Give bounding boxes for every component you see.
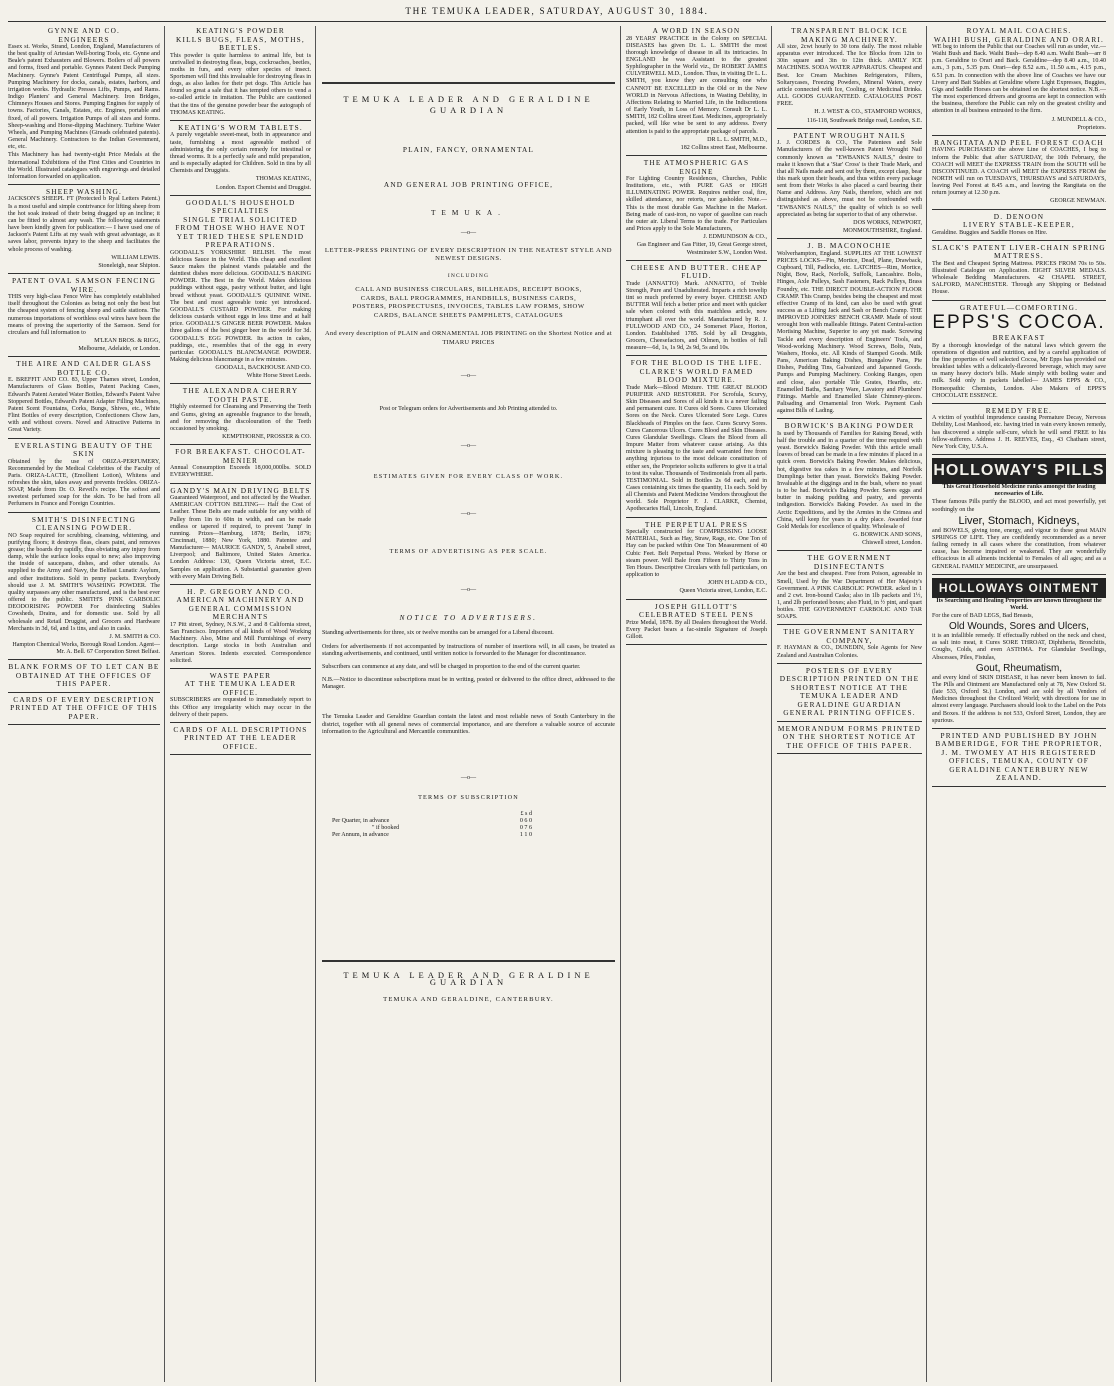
advertisement xyxy=(170,487,311,581)
advertisement xyxy=(8,277,160,353)
ad-address: 116-118, Southwark Bridge road, London, S.E. xyxy=(807,117,922,124)
ad-subtitle: BREAKFAST xyxy=(992,333,1046,343)
advertisement xyxy=(777,628,922,659)
divider xyxy=(170,668,311,669)
advertisement xyxy=(626,27,767,152)
ad-body: THIS very high-class Fence Wire has completely established itself throughout the Colonies as being not only the best but the cheapest system of fencing sheep and cattle stations. The numerous importations of worthless oval wires have been the means of proving the superiority of the Samson. Send for circulars and full information to xyxy=(8,294,160,336)
ad-subtitle: KILLS BUGS, FLEAS, MOTHS, BEETLES. xyxy=(176,34,305,52)
ad-body: Trade Mark—Blood Mixture. THE GREAT BLOOD PURIFIER AND RESTORER. For Scrofula, Scurvy, Skin Diseases and Sores of all kinds it is a never failing and permanent cure. It Cures old Sores. Cures Ulcerated Sores on the Neck. Cures Ulcerated Sore Legs. Cures Blackheads of Pimples on the face. Cures Scurvy Sores. Cures Cancerous Ulcers. Cures Blood and Skin Diseases. Cures Glandular Swellings. Clears the Blood from all Impure Matter from whatever cause arising. As this mixture is pleasing to the taste and warranted free from anything injurious to the most delicate constitution of either sex, the Proprietor solicits sufferers to give it a trial to test its value. Thousands of Testimonials from all parts. TESTIMONIAL. Sold in Bottles 2s 6d each, and in Cases containing six times the quantity, 11s each. Sold by all Chemists and Patent Medicine Vendors throughout the world. Sole Proprietor F. J. CLARKE, Chemist, Apothecaries Hall, Lincoln, England. xyxy=(626,384,767,513)
divider xyxy=(777,663,922,664)
ad-body: This powder is quite harmless to animal life, but is unrivalled in destroying fleas, bugs, cockroaches, beetles, moths in furs, and every other species of insect. Sportsmen will find this invaluable for destroying fleas in dogs, as also ladies for their pet dogs. This Article has found so great a sale that it has tempted others to vend a so-called article in imitation. The Public are cautioned that the tins of the genuine powder bear the autograph of THOMAS KEATING. xyxy=(170,52,311,116)
ornament: —o— xyxy=(460,229,477,236)
spacer xyxy=(322,518,615,548)
notice-title: NOTICE TO ADVERTISERS. xyxy=(399,613,538,622)
advertisement xyxy=(170,588,311,665)
ad-title: EVERLASTING BEAUTY OF THE SKIN xyxy=(14,440,154,459)
advertisement xyxy=(626,264,767,353)
table-cell: 1 1 0 xyxy=(519,831,532,838)
ad-title: H. P. GREGORY AND CO. xyxy=(187,586,294,596)
printing-items: CALL AND BUSINESS CIRCULARS, BILLHEADS, RECEIPT BOOKS, CARDS, BALL PROGRAMMES, HANDBILLS, BUSINESS CARDS, POSTERS, PROSPECTUSES, INVOICES, TABLES LAW FORMS, SHOW CARDS, BALANCE SHEETS PAMPHLETS, CATALOGUES xyxy=(352,286,585,319)
advertisement xyxy=(8,360,160,434)
divider xyxy=(777,418,922,419)
divider xyxy=(932,135,1106,136)
advertisement xyxy=(626,359,767,513)
ad-body: Guaranteed Waterproof, and not affected by the Weather. AMERICAN COTTON BELTING— Half the Cost of Leather. These Belts are made suitable for any width of Pulley from 1in to 60in in width, and can be made endless or tapered if required, to prevent 'Jump' in running. Prizes—Hamburg, 1878; Berlin, 1879; Cincinnati, 1880; New York, 1880. Patentee and Manufacturer— MAURICE GANDY, 5, Anabell street, Liverpool; and Baltimore, United States America. London Address: 130, Queen Victoria street, E.C. Samples on application. A Substantial guarantee given with every Main Driving Belt. xyxy=(170,495,311,580)
ad-body: F. HAYMAN & CO., DUNEDIN, Sole Agents for New Zealand and Australian Colonies. xyxy=(777,645,922,659)
ad-title: SLACK'S PATENT LIVER-CHAIN SPRING MATTRESS. xyxy=(932,242,1106,261)
table-row xyxy=(332,825,532,832)
ad-title: KEATING'S POWDER xyxy=(196,27,285,35)
ad-signature: G. BORWICK AND SONS, xyxy=(853,532,922,539)
ad-body: The Best and Cheapest Spring Mattress. PRICES FROM 70s to 50s. Illustrated Catalogue on Application. EIGHT SILVER MEDALS. Wholesale Bedding Manufacturers. 42 CHAPEL STREET, SALFORD, MANCHESTER. Through any Shipping or Bedstead House. xyxy=(932,260,1106,296)
ad-body: Essex st. Works, Strand, London, England, Manufacturers of the best quality of Artesian Well-boring Tools, etc. Gynne and Beale's patent Exhausters and Blowers. Boilers of all powers and forms, fixed and portable. Gynnes Patent Deck Pumping Machinery. Gynne's Patent Centrifugal Pumps, all sizes. Pumping Machinery for docks, canals, estates, harbors, and irrigation works. Hydraulic Presses Lifts, Pumps, and Rams. Indigo Planters' and General Machinery. Iron Bridges, Chimneys Houses and Stores. Pumping Engines for supply of towns. Factories, Canals, Estates, etc. Engines, portable and fixed, of all powers. Irrigation Pumps of all sizes and forms. Sheep-washing and Horse-dipping Machinery. Turbine Water Wheels, and Pumping Machines (Gireads celebrated patents). General Machinery. Contractors to the Indian Government, etc, etc. xyxy=(8,44,160,151)
ad-title: PATENT OVAL SAMSON FENCING WIRE. xyxy=(11,276,157,294)
divider xyxy=(170,584,311,585)
ad-title: BORWICK'S BAKING POWDER xyxy=(784,421,915,431)
ad-title: THE AIRE AND CALDER GLASS BOTTLE CO. xyxy=(16,359,152,377)
column-3 xyxy=(322,27,615,1382)
spacer xyxy=(322,161,615,175)
divider xyxy=(322,82,615,84)
ad-signature: KEMPTHORNE, PROSSER & CO. xyxy=(222,434,311,441)
ad-body: GOODALL'S YORKSHIRE RELISH. The most delicious Sauce in the World. This cheap and excellent Sauce makes the plainest viands palatable and the daintiest dishes more delicious. GOODALL'S BAKING POWDER. The Best in the World. Makes delicious puddings without eggs, pastry without butter, and light bread without yeast. GOODALL'S QUININE WINE. The best and most agreeable tonic yet introduced. GOODALL'S CUSTARD POWDER. For making delicious custards without eggs in less time and at half price. GOODALL'S GINGER BEER POWDER. Makes three gallons of the best ginger beer in the world for 3d. GOODALL'S EGG POWDER. Its action in cakes, puddings, etc., resembles that of the egg in every particular. GOODALL'S BLANCMANGE POWDER. Making delicious blancmange in a few minutes. xyxy=(170,249,311,363)
pills-banner: HOLLOWAY'S PILLS xyxy=(932,458,1106,484)
spacer xyxy=(322,27,615,79)
ad-body: For Lighting Country Residences, Churches, Public Institutions, etc., with PURE GAS or HIGH ILLUMINATING POWER. Requires neither coal, fire, skilled attendance, nor retorts, nor gasholder. Note.—This is the most durable Gas Machine in the Market. Being made of cast-iron, no vapor of gasoline can reach the outer air. Liberal Terms to the trade. For Particulars and Prices apply to the Sole Manufacturers, xyxy=(626,176,767,233)
ad-subtitle: ENGINEERS xyxy=(58,34,110,44)
divider xyxy=(8,724,160,725)
ad-title: SMITH'S DISINFECTING CLEANSING POWDER. xyxy=(31,514,137,533)
advertisement xyxy=(626,159,767,257)
divider xyxy=(932,209,1106,210)
ad-body: Is used by Thousands of Families for Raising Bread, with half the trouble and in a quarter of the time required with yeast. Borwick's Baking Powder. With this article small loaves of bread can be made in a few minutes if placed in a quick oven. Borwick's Baking Powder. Makes delicious, hot, digestive tea cakes in a few minutes, and Norfolk Dumplings better than yeast. Borwick's Baking Powder. Invaluable at the diggings and in the bush, where no yeast is to be had. Borwick's Baking Powder. Saves eggs and butter in making pudding and pastry, and prevents indigestion. Borwick's Baking Powder. As used in the Arctic Expeditions, and by the Armies in the Crimea and China, will keep for years in a dry place. Awarded four Gold Medals for excellence of quality. Wholesale of xyxy=(777,430,922,530)
advertisement xyxy=(932,27,1106,132)
ad-address: Queen Victoria street, London, E.C. xyxy=(679,588,767,595)
ad-title: THE GOVERNMENT DISINFECTANTS xyxy=(807,553,892,571)
ad-address: MONMOUTHSHIRE, England. xyxy=(842,228,922,235)
advertisement xyxy=(170,672,311,719)
divider xyxy=(8,273,160,274)
column-rule xyxy=(620,26,621,1382)
divider xyxy=(777,550,922,551)
divider xyxy=(777,624,922,625)
ad-body: J. J. CORDES & CO., The Patentees and Sole Manufacturers of the well-known Patent Wrought Nail commonly known as "EWBANK'S NAILS," desire to make it known that a 'Star' Cross' is their Trade Mark, and that all Nails made and sent out by them, except clasp, bear this mark upon their heads, and thus within every package sent from their Works is also placed a card bearing their Name and Address. Any Nails, therefore, which are not distinguished as above, must not be confounded with "EWBANK'S NAILS," the quality of which is so well appreciated as being far superior to that of any otherwise. xyxy=(777,140,922,218)
divider xyxy=(8,356,160,357)
ad-title: THE GOVERNMENT SANITARY COMPANY, xyxy=(783,627,916,645)
letterpress: LETTER-PRESS PRINTING OF EVERY DESCRIPTION IN THE NEATEST STYLE AND NEWEST DESIGNS. xyxy=(324,246,613,263)
advertisement xyxy=(932,458,1106,571)
ad-body: All size, 2cwt hourly to 30 tons daily. The most reliable apparatus ever introduced. The Ice Blocks from 12in to 30in square and 3in to 12in thick. AMILY ICE MACHINES. SODA WATER APPARATUS. Cheapest and Best. Ice Cream Machines Refrigerators, Filters, Soltarycases, Freezing Powders, Mineral Waters, every article connected with Ice, Cooling, or Medicinal Drinks. ALL GOODS GUARANTEED. CATALOGUES POST FREE. xyxy=(777,44,922,108)
ad-address: Melbourne, Adelaide, or London. xyxy=(78,346,160,353)
table-row xyxy=(332,811,532,818)
divider xyxy=(932,240,1106,241)
ad-title: GYNNE AND CO. xyxy=(47,27,121,35)
divider xyxy=(170,195,311,196)
table-cell: 0 7 6 xyxy=(519,824,532,831)
spacer xyxy=(322,237,615,247)
divider xyxy=(626,260,767,261)
divider xyxy=(777,753,922,754)
divider xyxy=(170,120,311,121)
ornament: —o— xyxy=(460,373,477,380)
ad-body: Geraldine. Buggies and Saddle Horses on Hire. xyxy=(932,229,1048,236)
spacer xyxy=(322,739,615,775)
divider xyxy=(777,128,922,129)
ad-title: RANGITATA AND PEEL FOREST COACH xyxy=(934,137,1104,147)
column-4 xyxy=(626,27,767,1382)
ad-title: A WORD IN SEASON xyxy=(652,27,741,35)
column-2 xyxy=(170,27,311,1382)
ad-address: Chiswell street, London. xyxy=(862,540,922,547)
divider xyxy=(170,722,311,723)
ad-big-title: EPPS'S COCOA. xyxy=(932,312,1106,334)
advertisement xyxy=(8,696,160,722)
ad-signature: J. EDMUNDSON & CO., xyxy=(703,234,767,241)
advertisement xyxy=(8,188,160,270)
ointment-banner: HOLLOWAYS OINTMENT xyxy=(932,578,1106,598)
ad-body: HAVING PURCHASED the above Line of COACHES, I beg to inform the Public that after SATURDAY, the 10th February, the COACH will MEET the EXPRESS TRAIN from the SOUTH will be DISCONTINUED. A COACH will MEET the EXPRESS FROM the NORTH will run on TUESDAYS, THURSDAYS and SATURDAYS, leaving Peel Forest at 8.45 a.m., and leaving the Rangitata on the return journey at 12.30 p.m. xyxy=(932,147,1106,197)
ad-title: GOODALL'S HOUSEHOLD SPECIALTIES xyxy=(185,197,296,216)
ad-highlight: Old Wounds, Sores and Ulcers, xyxy=(949,621,1089,633)
divider xyxy=(777,238,922,239)
spacer xyxy=(322,347,615,373)
ad-body: E. BREFFIT AND CO. 83, Upper Thames street, London, Manufacturers of Glass Bottles, Patent Packing Cases, Edward's Patent Aerated Water Bottles, Edward's Patent Valve Stoppered Bottles, Edward's Patent Adapter Filling Machines, Patent Scent Fountains, Corks, Bungs, Shives, etc., White Flint Bottles of every description, Confectioners Chow Jars, with and without covers. Novel and Attractive Patterns in Great Variety. xyxy=(8,377,160,434)
spacer xyxy=(322,594,615,614)
ad-body: 28 YEARS' PRACTICE in the Colony on SPECIAL DISEASES has given Dr. L. L. SMITH the most thorough knowledge of disease in all its intricacies. In ENGLAND he was Assistant to the greatest Syphilographer in the World viz., Dr ROBERT JAMES CULVERWELL M.D., London. Thus, in visiting Dr L. L. SMITH, you know they are consulting one who CANNOT BE EXCELLED in the Old or in the New WORLD in Nervous Affections, in Wasting Debility, in Affections Relating to Married Life, in the Indiscretions of Early Youth, in Loss of Memory. Consult Dr L. L. SMITH, 182 Collins street East. Medicines, appropriately packed, will like wise be sent to any address. Every attention is paid to the appropriate package of parcels. xyxy=(626,35,767,135)
ad-signature: J. MUNDELL & CO., xyxy=(1051,116,1106,123)
advertisement xyxy=(932,732,1106,783)
ad-title: CARDS OF ALL DESCRIPTIONS PRINTED AT THE LEADER OFFICE. xyxy=(173,724,308,751)
table-cell xyxy=(332,811,501,818)
footer-place: TEMUKA AND GERALDINE, CANTERBURY. xyxy=(383,996,554,1004)
spacer xyxy=(322,557,615,587)
ad-subtitle: AT THE TEMUKA LEADER OFFICE. xyxy=(184,679,297,697)
ornament: —o— xyxy=(460,774,477,781)
ad-body: Specially constructed for COMPRESSING LOOSE MATERIAL, Such as Hay, Straw, Rags, etc. One Ton of Hay can be packed within One Ton Measurement of 40 Cubic Feet. Belt Perpetual Press. Worked by Horse or steam power. Will Bale from Fifteen to Thirty Tons in Ten Hours. Descriptive Circulars with full particulars, on application to xyxy=(626,529,767,579)
every-description: And every description of PLAIN and ORNAMENTAL JOB PRINTING on the Shortest Notice and at TIMARU PRICES xyxy=(325,330,612,346)
advertisement xyxy=(170,124,311,192)
spacer xyxy=(322,839,615,957)
column-rule xyxy=(926,26,927,1382)
advertisement xyxy=(777,725,922,751)
advertisement xyxy=(777,422,922,547)
spacer xyxy=(322,481,615,511)
ad-body: WE beg to inform the Public that our Coaches will run as under, viz.— Waihi Bush and Back. Waihi Bush—dep 8.40 a.m. Waihi Bush—arr 8 p.m. Geraldine to Orari and Back. Geraldine—dep 8.40 a.m., 10.40 a.m., 3 p.m., 5.35 p.m. Orari—dep 8.52 a.m., 11.50 a.m., 4.15 p.m., 6.51 p.m. In connection with the above line of Coaches we have our Livery and Bait Stables at Geraldine where Light Expresses, Buggies, Gigs and Saddle Horses can be obtained on the shortest notice. N.B.—The most experienced drivers and grooms are kept in connection with the business, therefore the Public can rely on the greatest civility and attention in all business entrusted to the firm. xyxy=(932,44,1106,115)
estimates: ESTIMATES GIVEN FOR EVERY CLASS OF WORK. xyxy=(373,472,564,480)
spacer xyxy=(322,195,615,209)
ad-title: CARDS OF EVERY DESCRIPTION PRINTED AT THE OFFICE OF THIS PAPER. xyxy=(10,694,158,721)
ad-body: By a thorough knowledge of the natural laws which govern the operations of digestion and nutrition, and by a careful application of the fine properties of well selected Cocoa, Mr Epps has provided our breakfast tables with a delicately-flavored beverage, which may save us many heavy doctor's bills. Made simply with boiling water and milk. Sold only in packets labelled— JAMES EPPS & CO., Homeopathic Chemists, London. Also Makers of EPPS'S CHOCOLATE ESSENCE. xyxy=(932,342,1106,399)
divider xyxy=(8,692,160,693)
ornament: —o— xyxy=(460,443,477,450)
spacer xyxy=(322,803,615,811)
ad-address: 182 Collins street East, Melbourne. xyxy=(680,144,767,151)
notice-paragraph: Orders for advertisements if not accompanied by instructions of number of insertions will, in all cases, be treated as standing advertisements, and continued, until written notice is forwarded to the Manager for discontinuance. xyxy=(322,643,615,657)
advertisement xyxy=(170,448,311,479)
column-rule xyxy=(164,26,165,1382)
advertisement xyxy=(777,554,922,621)
ad-title: ROYAL MAIL COACHES. xyxy=(966,27,1072,35)
table-cell: Per Quarter, in advance xyxy=(332,817,390,824)
advertisement xyxy=(932,244,1106,297)
advertisement xyxy=(777,242,922,415)
ad-address: London. Export Chemist and Druggist. xyxy=(215,184,311,191)
ad-title: POSTERS OF EVERY DESCRIPTION PRINTED ON THE SHORTEST NOTICE AT THE TEMUKA LEADER AND GERALDINE GUARDIAN GENERAL PRINTING OFFICES. xyxy=(779,665,920,718)
spacer xyxy=(322,694,615,714)
spacer xyxy=(322,126,615,140)
divider xyxy=(8,438,160,439)
divider xyxy=(170,754,311,755)
advertisement xyxy=(626,521,767,596)
divider xyxy=(626,155,767,156)
ad-title: FOR BREAKFAST. CHOCOLAT-MENIER xyxy=(175,447,306,465)
subscription-table xyxy=(332,811,532,840)
divider xyxy=(626,517,767,518)
office-line-1: PLAIN, FANCY, ORNAMENTAL xyxy=(402,145,535,154)
ad-lead: Its Searching and Healing Properties are known throughout the World. xyxy=(936,597,1102,611)
ad-title: GANDY'S MAIN DRIVING BELTS xyxy=(170,485,311,495)
terms-subscription: TERMS OF SUBSCRIPTION xyxy=(418,794,519,801)
including: INCLUDING xyxy=(447,272,490,279)
ad-signature: WILLIAM LEWIS. xyxy=(111,254,160,261)
divider xyxy=(932,300,1106,301)
advertisement xyxy=(170,387,311,441)
ad-title: MEMORANDUM FORMS PRINTED ON THE SHORTEST NOTICE AT THE OFFICE OF THIS PAPER. xyxy=(777,723,922,750)
ad-body: Are the best and cheapest. Free from Poison, agreeable in Smell, Used by the War Department of Her Majesty's Government. A PINK CARBOLIC POWDER. acked in 1 and 2 cwt. Iron-bound Casks; also in 1lb packets and 1½, 1, and 2lb perforated boxes; also Fluid, in ½ pint, and quart bottles. THE GOVERNMENT CARBOLIC AND TAR SOAPS. xyxy=(777,571,922,621)
ad-title: J. B. MACONOCHIE xyxy=(807,241,892,251)
divider xyxy=(626,355,767,356)
ad-title: CHEESE AND BUTTER. CHEAP FLUID. xyxy=(630,262,763,281)
divider xyxy=(170,383,311,384)
ad-title: KEATING'S WORM TABLETS. xyxy=(178,122,303,132)
table-row xyxy=(332,818,532,825)
spacer xyxy=(322,451,615,473)
advertisement xyxy=(8,516,160,657)
divider xyxy=(170,483,311,484)
footer-paper-name: TEMUKA LEADER AND GERALDINE GUARDIAN xyxy=(343,970,594,988)
ad-title: PRINTED AND PUBLISHED BY JOHN BAMBERIDGE, FOR THE PROPRIETOR, J. M. TWOMEY AT HIS REGISTERED OFFICES, TEMUKA, COUNTY OF GERALDINE CANTERBURY NEW ZEALAND. xyxy=(935,730,1103,783)
paper-name: TEMUKA LEADER AND GERALDINE GUARDIAN xyxy=(343,94,594,115)
table-cell: " if booked xyxy=(372,824,400,831)
ad-subtitle: AMERICAN MACHINERY AND GENERAL COMMISSION MERCHANTS xyxy=(176,595,305,622)
ad-body: Annual Consumption Exceeds 18,000,000lbs. SOLD EVERYWHERE. xyxy=(170,465,311,479)
ad-signature: M'LEAN BROS. & RIGG, xyxy=(94,337,160,344)
ad-body: Highly esteemed for Cleansing and Preserving the Teeth and Gums, giving an agreeable fragrance to the breath, and for removing the discolouration of the Teeth occasioned by smoking. xyxy=(170,404,311,432)
ad-signature: GEORGE NEWMAN. xyxy=(1050,198,1106,205)
ad-title: THE ALEXANDRA CHERRY TOOTH PASTE. xyxy=(182,386,299,404)
masthead xyxy=(0,0,1114,22)
divider xyxy=(322,960,615,962)
advertisement xyxy=(170,199,311,381)
ad-title: SHEEP WASHING. xyxy=(46,186,122,196)
ad-title: PATENT WROUGHT NAILS xyxy=(793,130,906,140)
ad-title: THE ATMOSPHERIC GAS ENGINE xyxy=(643,158,750,176)
ad-title: TRANSPARENT BLOCK ICE MAKING MACHINERY. xyxy=(791,27,908,44)
ad-body: and BOWELS, giving tone, energy, and vigour to these great MAIN SPRINGS OF LIFE. They are confidently recommended as a never failing remedy in all cases where the constitution, from whatever cause, has become impaired or weakened. They are wonderfully efficacious in all ailments incidental to Females of all ages; and as a GENERAL FAMILY MEDICINE, are unsurpassed. xyxy=(932,527,1106,570)
ad-address: Stoneleigh, near Shipton. xyxy=(98,262,160,269)
spacer xyxy=(322,264,615,272)
divider xyxy=(932,403,1106,404)
ad-body: A victim of youthful imprudence causing Premature Decay, Nervous Debility, Lost Manhood, etc. having tried in vain every known remedy, has discovered a simple self-cure, which he will send FREE to his fellow-sufferers. Address J. H. REEVES, Esq., 43 Chatham street, New York City, U.S.A. xyxy=(932,415,1106,450)
advertisement xyxy=(777,667,922,718)
advertisement xyxy=(8,27,160,181)
column-6 xyxy=(932,27,1106,1382)
ad-body: Trade (ANNATTO) Mark. ANNATTO, of Treble Strength, Pure and Unadulterated. Imparts a rich towelip tint so much preferred by every buyer. CHEESE AND BUTTER Will fetch a better price and meet with quicker sale when colored with this matchless article, now triumphant all over the world. Manufactured by R. J. FULLWOOD AND CO., 24 Somerset Place, Horton, London. Established 1785. Sold by all Druggists, Grocers, Cheesefactors, and Oilmen, in bottles of full measure—6d, 1s, 1s 9d, 2s 9d, 5s and 10s. xyxy=(626,280,767,352)
advertisement xyxy=(932,304,1106,400)
ad-title: D. DENOON xyxy=(993,211,1045,221)
ad-body: A purely vegetable sweet-meat, both in appearance and taste, furnishing a most agreeable method of administering the only certain remedy for intestinal or thread worms. It is a perfectly safe and mild preparation, and is especially adapted for Children. Sold in tins by all Chemists and Druggists. xyxy=(170,132,311,175)
notice-paragraph: N.B.—Notice to discontinue subscriptions must be in writing, posted or delivered to the office direct, addressed to the Manager. xyxy=(322,677,615,691)
ad-body: For the cure of BAD LEGS, Bad Breasts, xyxy=(932,612,1034,619)
spacer xyxy=(322,218,615,230)
divider xyxy=(932,728,1106,729)
ad-title: REMEDY FREE. xyxy=(985,405,1053,415)
ad-signature: J. M. SMITH & CO. xyxy=(109,633,160,640)
ad-body: Wolverhampton, England. SUPPLIES AT THE LOWEST PRICES LOCKS—Pin, Mortice, Dead, Plane, Drawback, Cupboard, Till, Padlocks, etc. LATCHES—Rim, Mortice, Night, Bow, Rack, Norfolk, Suffolk, Lancashire. Bolts, Hinges, Axle Pulleys, Sash Fasteners, Rack Pulleys, Brass Foundry, etc. THE DIRECT DOUBLE-ACTION FLOOR CRAMP. This Cramp, besides being the cheapest and most effective Cramp of its kind, can also be used with great success as a Lifting Jack and Sash or Bench Cramp. THE IMPROVED JOINERS' BENCH CRAMP. Made of stout wrought Iron with malleable fittings. Patent Central-action Mortising Machine, Superior to any yet made. Screwing Tackle and every description of Engineers' Tools, and Wood-working Machinery. Wood Screws, Bolts, Nuts, Washers, Hooks, etc. All Kinds of Stamped Goods. Milk Pans, American Baking Dishes, Bungalow Pans, Pie Dishes, Pudding Tins, Galvanized and Japanned Goods. Pumps and Pumping Machinery. Cooking Ranges, open and close, also portable Tile Grates, Hearths, etc. Enamelled Baths, Sanitary Ware, Lavatory and Plumbers' Fittings. Marble and Enamelled Slate Chimney-pieces. Palisading and Ornamental Iron Work. Payment Cash against Bills of Lading. xyxy=(777,250,922,415)
divider xyxy=(170,444,311,445)
ad-body: These famous Pills purify the BLOOD, and act most powerfully, yet soothingly on the xyxy=(932,499,1106,513)
ad-body: SUBSCRIBERS are requested to immediately report to this Office any irregularity which may occur in the delivery of their papers. xyxy=(170,697,311,718)
advertisement xyxy=(932,139,1106,206)
ad-lead: This Great Household Medicine ranks amongst the leading necessaries of Life. xyxy=(942,484,1096,498)
notice-paragraph: The Temuka Leader and Geraldine Guardian contain the latest and most reliable news of South Canterbury in the district, together with all general news of commercial importance, and are therefore a valuable source of accurate information to the Agricultural and Mercantile communities. xyxy=(322,714,615,735)
ad-body: Prize Medal, 1878. By all Dealers throughout the World. Every Packet bears a fac-simile Signature of Joseph Gillott. xyxy=(626,619,767,640)
ad-address: Gas Engineer and Gas Fitter, 19, Great George street, Westminster S.W., London West. xyxy=(636,242,767,256)
advertisement xyxy=(8,663,160,689)
spacer xyxy=(322,380,615,406)
table-cell: £ s d xyxy=(520,810,532,817)
ad-signature: GOODALL, BACKHOUSE AND CO. xyxy=(215,365,311,372)
advertisement xyxy=(777,132,922,236)
ad-body: it is an infallible remedy. If effectually rubbed on the neck and chest, as salt into meat, it Cures SORE THROAT, Diphtheria, Bronchitis, Coughs, Colds, and even ASTHMA. For Glandular Swellings, Abscesses, Piles, Fistulas, xyxy=(932,633,1106,661)
ad-title: GRATEFUL—COMFORTING. xyxy=(959,302,1079,312)
ornament: —o— xyxy=(460,586,477,593)
ad-address: Proprietors. xyxy=(1077,124,1106,131)
column-5 xyxy=(777,27,922,1382)
terms-advertising: TERMS OF ADVERTISING AS PER SCALE. xyxy=(389,548,548,556)
divider xyxy=(626,599,767,600)
ad-highlight: Liver, Stomach, Kidneys, xyxy=(958,514,1080,527)
masthead-text: THE TEMUKA LEADER, SATURDAY, AUGUST 30, 1884. xyxy=(405,6,709,16)
ad-body: Obtained by the use of ORIZA-PERFUMERY, Recommended by the Medical Celebrities of the Faculty of Paris. ORIZA-LACTE, (Emollient Lotion), Whitens and refreshes the skin, takes away and prevents freckles. ORIZA-SOAP, Made from Dr. O. Reveil's recipe. The softest and sweetest perfumed soap for the skin. To be had from all Perfumers in France and Foreign Countries. xyxy=(8,458,160,508)
ad-signature: H. J. WEST & CO., STAMFORD WORKS, xyxy=(814,109,922,116)
ad-footnote: This Machinery has had twenty-eight Price Medals at the International Exhibitions of the First Cities and Countries in the World. Illustrated catalogues with engravings and detailed information forwarded on application. xyxy=(8,152,160,180)
office-line-2: AND GENERAL JOB PRINTING OFFICE, xyxy=(383,179,554,189)
advertisement xyxy=(626,603,767,641)
table-cell: Per Annum, in advance xyxy=(332,831,389,838)
spacer xyxy=(322,320,615,330)
ad-subtitle: WAIHI BUSH, GERALDINE AND ORARI. xyxy=(933,34,1105,44)
column-1 xyxy=(8,27,160,1382)
divider xyxy=(932,574,1106,575)
advertisement xyxy=(8,442,160,509)
table-cell: 0 6 0 xyxy=(519,817,532,824)
ad-address: Hampton Chemical Works, Borough Road London. Agent—Mr. A. Bell. 67 Corporation Street Belfast. xyxy=(12,641,160,656)
ad-body: JACKSON'S SHEEPL FT (Protected b Ryal Letters Patent.) Is a most useful and simple contrivance for lifting sheep from the hot soak instead of their being dragged up an incline; it can be fitted to almost any wash. The following statements have been kindly given for publication:— I have used one of Jackson's Patent Lifts at my wash with great advantage, as it saves labor, prevents injury to the sheep and facilitates the whole process of washing. xyxy=(8,196,160,253)
ad-body: NO Soap required for scrubbing, cleansing, whitening, and purifying floors; it destroys fleas, clears paint, and removes grease; the boards dry rapidly, thus obviating any injury from damp, while the surface looks equal to new; also improving the inside of saucepans, dishes, and other utensils. As supplied to the Army and Navy, the Belfast Lunatic Asylum, and other institutions. Sold in penny packets. Everybody should use J. M. SMITH'S WASHING POWDER. The quality surpasses any other manufactured, and is the best ever offered to the public. SMITH'S PINK CARBOLIC DEODORISING POWDER For disinfecting Stables Cowsheds, Drains, and for domestic use. Sold by all wholesale and Retail Druggist, and Grocers and Hardware Merchants in 3d, 6d, and 1s tins, and also in casks. xyxy=(8,532,160,632)
ad-body: 17 Pitt street, Sydney, N.S.W., 2 and 8 California street, San Francisco. Importers of all kinds of Wood Working Machinery. Also, Mine and Mill Furnishings of every description. Large stocks in both Australian and American Stores. Indents executed. Correspondence solicited. xyxy=(170,621,311,664)
divider xyxy=(8,659,160,660)
advertisement xyxy=(170,27,311,117)
ad-signature: DOS WORKS, NEWPORT, xyxy=(853,219,922,226)
divider xyxy=(8,512,160,513)
office-line-3: TEMUKA. xyxy=(430,208,507,217)
column-rule xyxy=(315,26,316,1382)
ad-body: and every kind of SKIN DISEASE, it has never been known to fail. The Pills and Ointment are Manufactured only at 78, New Oxford St. (late 533, Oxford St.) London, and are sold by all Vendors of Medicines throughout the Civilized World; with directions for use in almost every language. Purchasers should look to the Label on the Pots and Boxes. If the address is not 533, Oxford Street, London, they are spurious. xyxy=(932,674,1106,724)
ad-title: BLANK FORMS OF TO LET CAN BE OBTAINED AT THE OFFICES OF THIS PAPER. xyxy=(8,662,160,689)
ad-address: White Horse Street Leeds. xyxy=(246,373,311,380)
ad-title: JOSEPH GILLOTT'S CELEBRATED STEEL PENS xyxy=(639,601,754,619)
ad-subtitle: SINGLE TRIAL SOLICITED FROM THOSE WHO HAVE NOT YET TRIED THESE SPLENDID PREPARATIONS. xyxy=(175,214,306,250)
ad-title: WASTE PAPER xyxy=(209,670,272,680)
advertisement xyxy=(932,578,1106,725)
table-row xyxy=(332,832,532,839)
ad-title: THE PERPETUAL PRESS xyxy=(644,519,749,529)
divider xyxy=(8,184,160,185)
advertisement xyxy=(777,27,922,125)
spacer xyxy=(322,782,615,794)
masthead-rule xyxy=(8,21,1106,22)
divider xyxy=(626,644,767,645)
ad-signature: JOHN H LADD & CO., xyxy=(707,580,767,587)
ad-signature: DR L. L. SMITH, M.D., xyxy=(707,136,767,143)
divider xyxy=(777,721,922,722)
ad-title: FOR THE BLOOD IS THE LIFE. CLARKE'S WORLD FAMED BLOOD MIXTURE. xyxy=(630,358,763,385)
ad-highlight: Gout, Rheumatism, xyxy=(975,662,1063,674)
ad-subtitle: LIVERY STABLE-KEEPER, xyxy=(963,220,1075,230)
spacer xyxy=(322,413,615,443)
advertisement xyxy=(932,213,1106,237)
post-orders: Post or Telegram orders for Advertisements and Job Printing attended to. xyxy=(379,406,558,413)
ad-signature: THOMAS KEATING, xyxy=(255,176,311,183)
ornament: —o— xyxy=(460,511,477,518)
divider xyxy=(932,454,1106,455)
notice-paragraph: Standing advertisements for three, six or twelve months can be arranged for a Liberal discount. xyxy=(322,630,554,637)
notice-paragraph: Subscribers can commence at any date, and will be charged in proportion to the end of the current quarter. xyxy=(322,663,581,670)
advertisement xyxy=(170,726,311,752)
divider xyxy=(932,786,1106,787)
advertisement xyxy=(932,407,1106,451)
column-rule xyxy=(771,26,772,1382)
